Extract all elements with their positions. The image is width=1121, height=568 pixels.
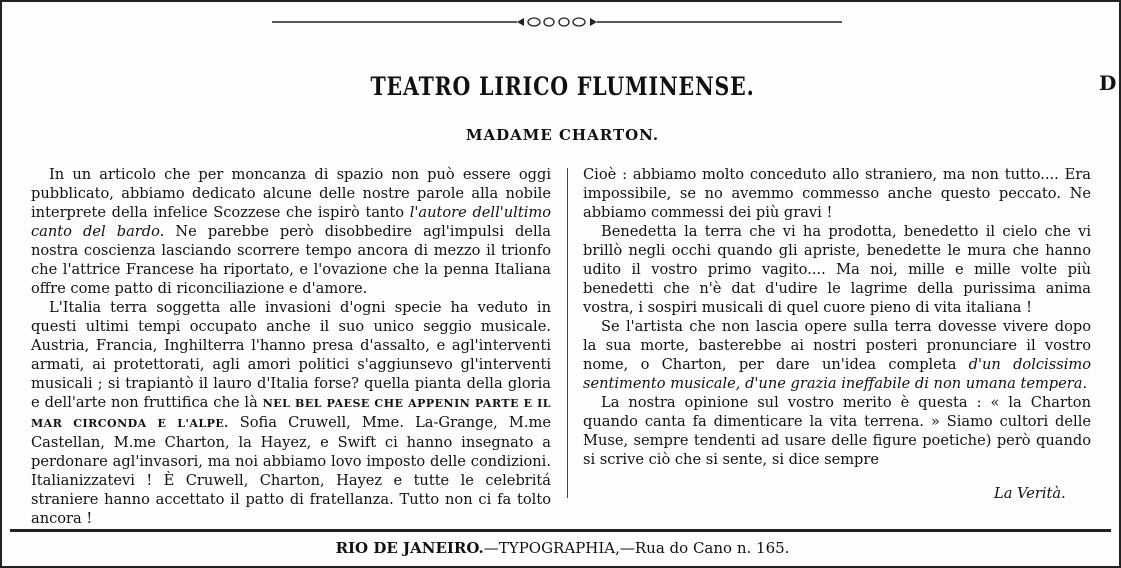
article-subtitle: MADAME CHARTON. [465,126,660,144]
right-column [583,165,1091,469]
left-column [31,165,551,528]
signature: La Verità. [994,485,1066,502]
left-paragraph-2: L'Italia terra soggetta alle invasioni d'ogni specie ha veduto in questi ultimi tempi occupato anche il suo unico seggio musicale. Austria, Francia, Inghilterra l'hanno presa d'assalto, e agl'interventi armati, ai protettorati, agli amori politici s'aggiunsevo gl'interventi musicali ; si trapiantò il lauro d'Italia forse? quella pianta della gloria e dell'arte non fruttifica che là NEL BEL PAESE CHE APPENIN PARTE E IL MAR CIRCONDA E L'ALPE. Sofia Cruwell, Mme. La-Grange, M.me Castellan, M.me Charton, la Hayez, e Swift ci hanno insegnato a perdonare agl'invasori, ma noi abbiamo lovo imposto delle condizioni. Italianizzatevi ! È Cruwell, Charton, Hayez e tutte le celebritá straniere hanno accettato il patto di fratellanza. Tutto non ci fa tolto ancora ! [31,299,551,527]
footer-rule [10,529,1111,532]
right-paragraph-2: Benedetta la terra che vi ha prodotta, benedetto il cielo che vi brillò negli occhi quando gli apriste, benedette le mura che hanno udito il vostro primo vagito.... Ma noi, mille e mille volte più benedetti che n'è dat d'udire le lagrime della purissima anima vostra, i sospiri musicali di quel cuore pieno di vita italiana ! [583,223,1091,316]
margin-mark: D [1099,71,1117,95]
right-paragraph-3: Se l'artista che non lascia opere sulla terra dovesse vivere dopo la sua morte, basterebbe ai nostri posteri pronunciare il vostro nome, o Charton, per dare un'idea completa d'un dolcissimo sentimento musicale, d'une grazia ineffabile di non umana tempera. [583,318,1091,392]
header-ornament [272,16,842,28]
footer-city: RIO DE JANEIRO. [335,539,484,557]
left-paragraph-1: In un articolo che per moncanza di spazio non può essere oggi pubblicato, abbiamo dedicato alcune delle nostre parole alla nobile interprete della infelice Scozzese che ispirò tanto l'autore dell'ultimo canto del bardo. Ne parebbe però disobbedire agl'impulsi della nostra coscienza lasciando scorrere tempo ancora di mezzo il trionfo che l'attrice Francese ha riportato, e l'ovazione che la penna Italiana offre come patto di riconciliazione e d'amore. [31,166,552,297]
footer-printer: —TYPOGRAPHIA,— [483,539,635,557]
right-paragraph-4: La nostra opinione sul vostro merito è questa : « la Charton quando canta fa dimenticare la vita terrena. » Siamo cultori delle Muse, sempre tendenti ad usare delle figure poetiche) però quando si scrive ciò che si sente, si dice sempre [583,394,1091,468]
imprint-footer [2,539,1121,557]
footer-address: Rua do Cano n. 165. [634,539,790,557]
page-title: TEATRO LIRICO FLUMINENSE. [370,72,755,101]
right-paragraph-1: Cioè : abbiamo molto conceduto allo straniero, ma non tutto.... Era impossibile, se no avemmo commesso anche questo peccato. Ne abbiamo commessi dei più gravi ! [583,166,1091,221]
column-divider [567,168,568,498]
